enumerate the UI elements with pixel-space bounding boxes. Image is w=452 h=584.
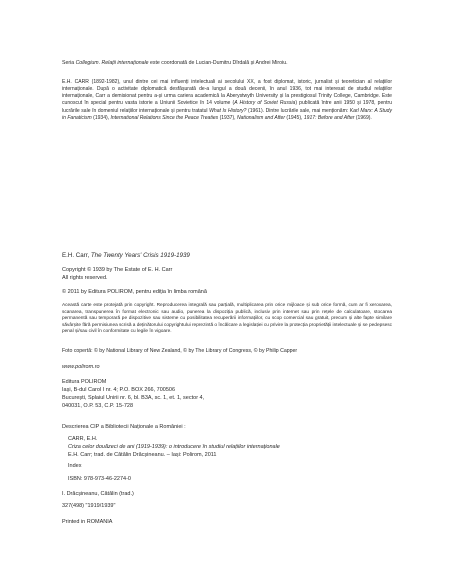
publisher-website[interactable]: www.polirom.ro: [62, 364, 100, 370]
cip-heading: Descrierea CIP a Bibliotecii Naționale a României :: [62, 424, 186, 430]
isbn: ISBN: 978-973-46-2274-0: [68, 476, 131, 482]
publisher-address: Editura POLIROM Iași, B-dul Carol I nr. 4; P.O. BOX 266, 700506 București, Splaiul Unirii nr. 6, bl. B3A, sc. 1, et. 1, sector 4, 040031, O.P. 53, C.P. 15-728: [62, 379, 205, 409]
author-biography: E.H. CARR (1892-1982), unul dintre cei mai influenți intelectuali ai secolului XX, a fost diplomat, istoric, jurnalist și teoretician al relațiilor internaționale. După o activitate diplomatică desfășurată de-a lungul a două decenii, în anul 1936, tot mai interesat de studiul relațiilor internaționale, Carr a demisionat pentru a-și urma cariera academică la Aberystwyth University și la prestigiosul Trinity College, Cambridge. Este cunoscut în special pentru vasta istorie a Uniunii Sovietice în 14 volume (A History of Soviet Russia) publicată între anii 1950 și 1978, pentru lucrările sale în domeniul relațiilor internaționale și pentru tratatul What Is History? (1961). Dintre lucrările sale, mai menționăm: Karl Marx: A Study in Fanaticism (1934), International Relations Since the Peace Treaties (1937), Nationalism and After (1945), 1917: Before and After (1969).: [62, 79, 392, 121]
romanian-edition-copyright: © 2011 by Editura POLIROM, pentru ediția în limba română: [62, 289, 207, 295]
cip-index: Index: [68, 463, 82, 469]
printed-in: Printed in ROMANIA: [62, 519, 113, 525]
cip-title: Criza celor douăzeci de ani (1919-1939): o introducere în studiul relațiilor internaționale: [68, 444, 280, 450]
rights-notice: Această carte este protejată prin copyright. Reproducerea integrală sau parțială, multiplicarea prin orice mijloace și sub orice formă, cum ar fi xeroxarea, scanarea, transpunerea în format electronic sau audio, punerea la dispoziția publică, inclusiv prin internet sau prin rețele de calculatoare, stocarea permanentă sau temporară pe dispozitive sau sisteme cu posibilitatea recuperării informațiilor, cu scop comercial sau gratuit, precum și alte fapte similare săvârșite fără permisiunea scrisă a deținătorului copyrightului reprezintă o încălcare a legislației cu privire la protecția proprietății intelectuale și se pedepsesc penal și/sau civil în conformitate cu legile în vigoare.: [62, 303, 392, 335]
series-note: Seria Collegium. Relații internaționale este coordonată de Lucian-Dumitru Dîrdală și Andrei Miroiu.: [62, 60, 288, 66]
original-title: E.H. Carr, The Twenty Years' Crisis 1919-1939: [62, 252, 190, 259]
cip-record: CARR, E.H. Criza celor douăzeci de ani (1919-1939): o introducere în studiul relațiilor internaționale E.H. Carr; trad. de Cătălin Drăcșineanu. – Iași: Polirom, 2011: [68, 435, 392, 459]
series-subtitle: Relații internaționale: [101, 60, 149, 66]
cip-classification: 327(498) "1919/1939": [62, 503, 116, 509]
cover-photo-credit: Foto copertă: © by National Library of New Zealand, © by The Library of Congress, © by Philip Capper: [62, 348, 298, 354]
cip-translator: I. Drăcșineanu, Cătălin (trad.): [62, 491, 134, 497]
series-name: Collegium: [75, 60, 99, 66]
original-copyright: Copyright © 1939 by The Estate of E. H. Carr All rights reserved.: [62, 267, 173, 281]
